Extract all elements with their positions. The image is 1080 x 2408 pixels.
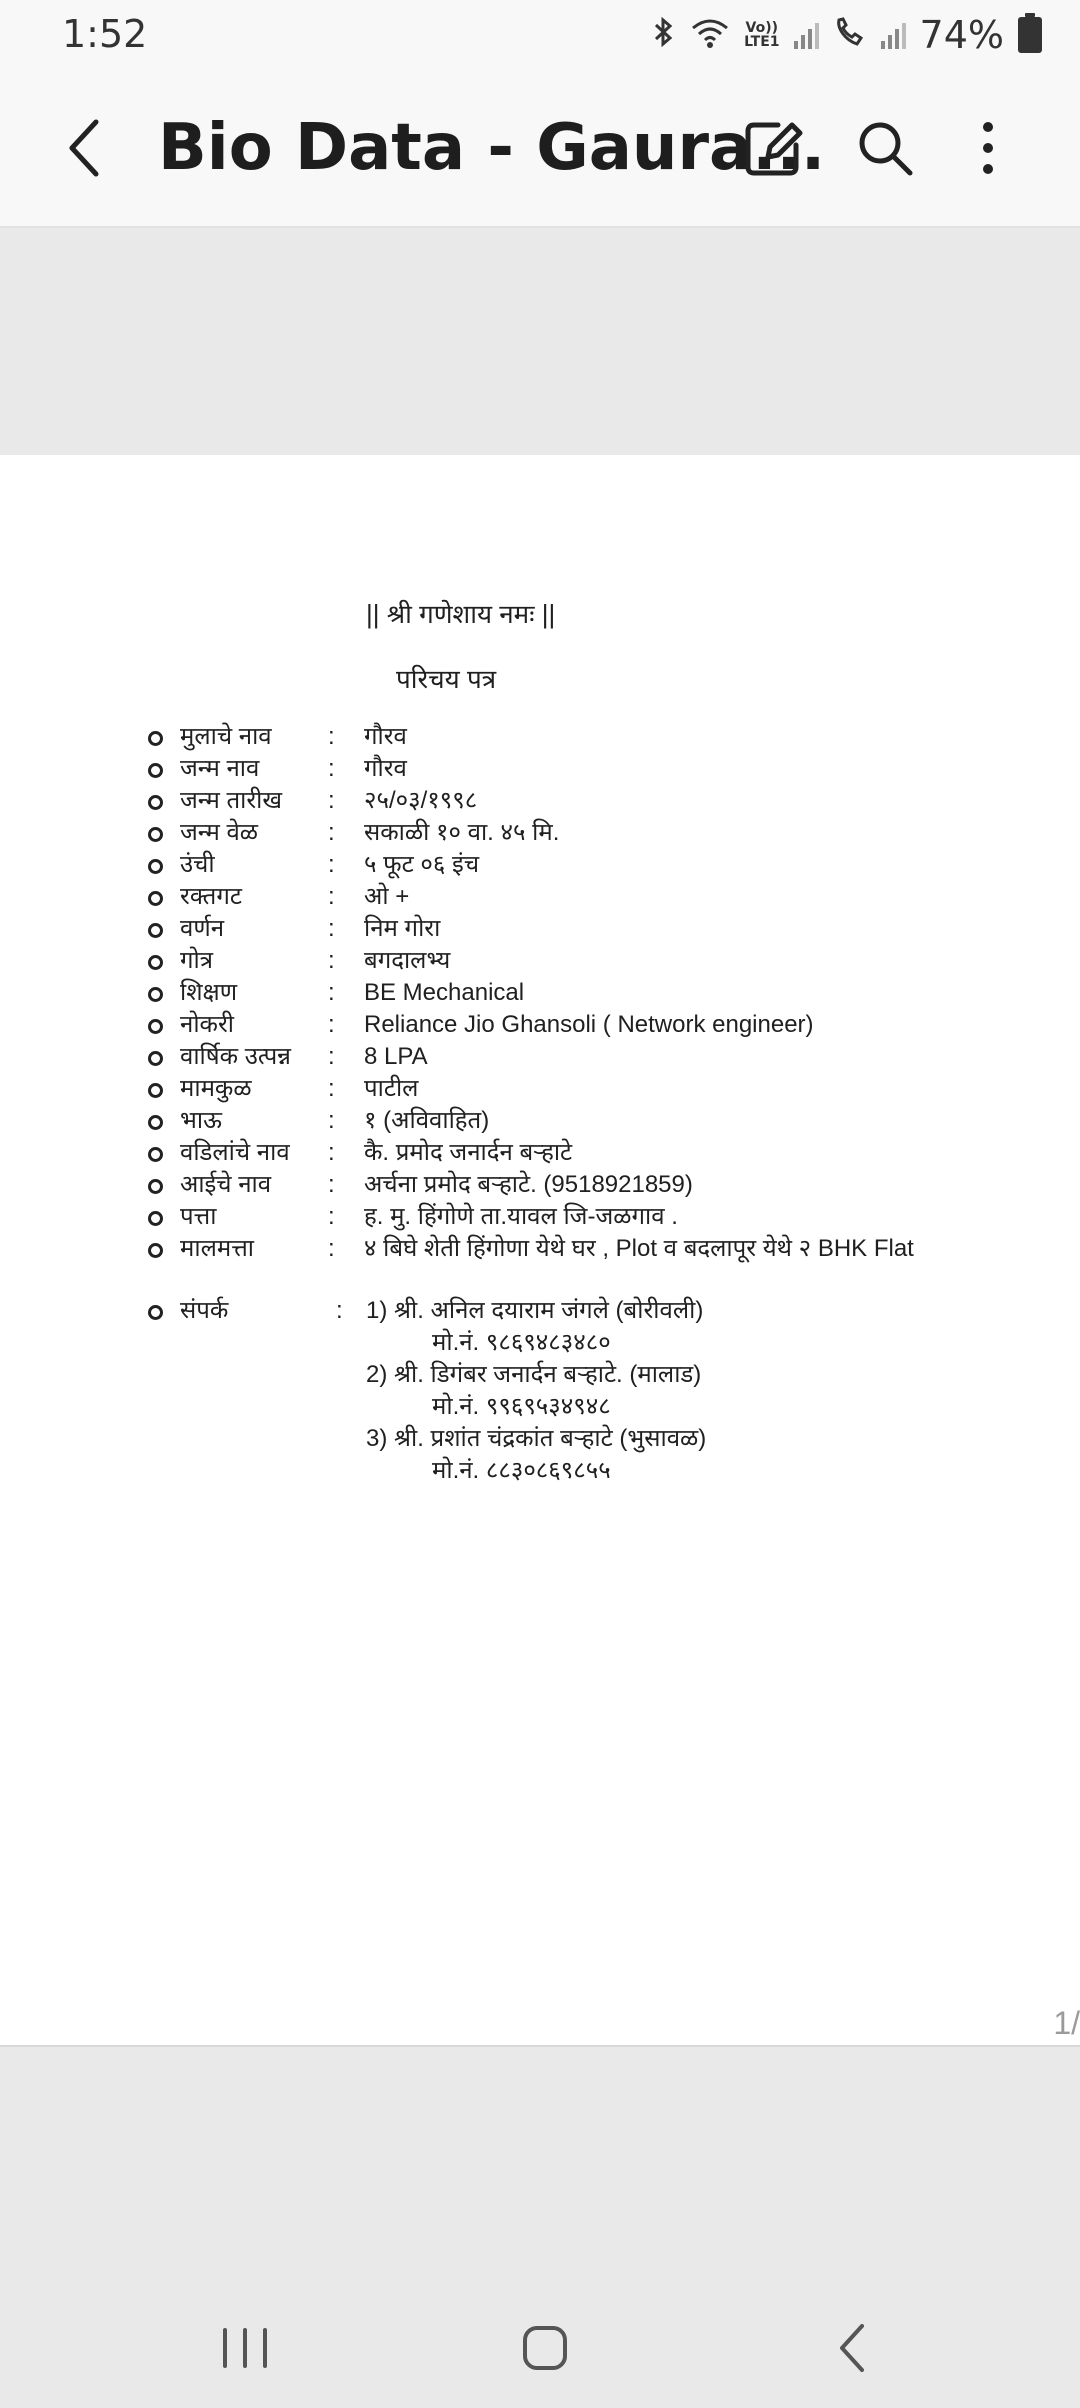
status-time: 1:52 bbox=[62, 12, 148, 56]
field-value: निम गोरा bbox=[364, 915, 441, 942]
battery-icon bbox=[1018, 17, 1042, 53]
document-page[interactable] bbox=[0, 455, 1080, 2047]
field-label: जन्म तारीख bbox=[180, 787, 283, 814]
field-value: १ (अविवाहित) bbox=[364, 1107, 490, 1134]
home-icon bbox=[510, 2318, 580, 2378]
field-colon: : bbox=[328, 1171, 335, 1198]
document-title: Bio Data - Gaura... bbox=[158, 111, 826, 185]
field-value: पाटील bbox=[364, 1075, 419, 1102]
network-type-label: Vo)) LTE1 bbox=[744, 20, 780, 50]
field-value: गौरव bbox=[364, 723, 407, 750]
field-value: सकाळी १० वा. ४५ मि. bbox=[364, 819, 560, 846]
search-icon bbox=[852, 115, 918, 181]
contact-name: 1) श्री. अनिल दयाराम जंगले (बोरीवली) bbox=[366, 1297, 704, 1324]
list-item bbox=[140, 1169, 1040, 1201]
system-back-button[interactable] bbox=[820, 2318, 890, 2378]
bullet-icon bbox=[148, 1019, 163, 1034]
contact-name: 3) श्री. प्रशांत चंद्रकांत बऱ्हाटे (भुसावळ) bbox=[366, 1425, 707, 1452]
field-colon: : bbox=[328, 1011, 335, 1038]
field-value: २५/०३/१९९८ bbox=[364, 787, 478, 814]
field-value: ५ फूट ०६ इंच bbox=[364, 851, 480, 878]
field-value: 8 LPA bbox=[364, 1043, 428, 1070]
list-item bbox=[140, 913, 1040, 945]
bullet-icon bbox=[148, 1211, 163, 1226]
field-label: जन्म नाव bbox=[180, 755, 260, 782]
bullet-icon bbox=[148, 763, 163, 778]
recents-button[interactable] bbox=[210, 2318, 280, 2378]
signal-icon-2 bbox=[881, 21, 906, 49]
field-value: बगदालभ्य bbox=[364, 947, 451, 974]
bullet-icon bbox=[148, 1243, 163, 1258]
call-signal-icon bbox=[833, 16, 867, 54]
document-heading: परिचय पत्र bbox=[396, 664, 497, 694]
list-item bbox=[140, 721, 1040, 753]
list-item bbox=[140, 1073, 1040, 1105]
field-colon: : bbox=[328, 1203, 335, 1230]
field-label: रक्तगट bbox=[180, 883, 242, 910]
field-colon: : bbox=[328, 979, 335, 1006]
field-colon: : bbox=[328, 1139, 335, 1166]
bullet-icon bbox=[148, 795, 163, 810]
list-item bbox=[140, 1105, 1040, 1137]
more-vert-icon bbox=[955, 115, 1021, 181]
bluetooth-icon bbox=[652, 16, 676, 54]
back-nav-icon bbox=[820, 2318, 890, 2378]
bullet-icon bbox=[148, 1147, 163, 1162]
contact-phone: मो.नं. ९९६९५३४९४८ bbox=[432, 1393, 611, 1420]
page-indicator: 1/ bbox=[1053, 2005, 1080, 2041]
status-icons bbox=[652, 10, 1042, 60]
battery-percent: 74% bbox=[919, 13, 1004, 57]
field-value: ओ + bbox=[364, 883, 410, 910]
field-colon: : bbox=[328, 1043, 335, 1070]
field-colon: : bbox=[328, 1075, 335, 1102]
list-item bbox=[140, 1201, 1040, 1233]
field-colon: : bbox=[328, 819, 335, 846]
field-colon: : bbox=[328, 787, 335, 814]
list-item bbox=[140, 785, 1040, 817]
status-bar bbox=[0, 0, 1080, 70]
field-colon: : bbox=[328, 723, 335, 750]
contact-phone: मो.नं. ९८६९४८३४८० bbox=[432, 1329, 611, 1356]
list-item bbox=[140, 1233, 1040, 1265]
navigation-bar bbox=[0, 2290, 1080, 2408]
list-item bbox=[140, 977, 1040, 1009]
field-value: ह. मु. हिंगोणे ता.यावल जि-जळगाव . bbox=[364, 1203, 678, 1230]
contact-phone: मो.नं. ८८३०८६९८५५ bbox=[432, 1457, 611, 1484]
field-colon: : bbox=[328, 1107, 335, 1134]
app-bar bbox=[0, 70, 1080, 228]
contact-list bbox=[366, 1295, 706, 1487]
search-button[interactable] bbox=[852, 115, 918, 181]
biodata-field-list bbox=[140, 721, 1040, 1265]
field-label: शिक्षण bbox=[180, 979, 238, 1006]
edit-icon bbox=[740, 115, 806, 181]
field-label: उंची bbox=[180, 851, 215, 878]
wifi-icon bbox=[690, 16, 730, 54]
bullet-icon bbox=[148, 987, 163, 1002]
list-item bbox=[140, 1137, 1040, 1169]
field-label: जन्म वेळ bbox=[180, 819, 259, 846]
list-item bbox=[140, 849, 1040, 881]
back-button[interactable] bbox=[60, 118, 120, 178]
bullet-icon bbox=[148, 1083, 163, 1098]
field-label: मालमत्ता bbox=[180, 1235, 254, 1262]
bullet-icon bbox=[148, 923, 163, 938]
list-item bbox=[140, 1009, 1040, 1041]
field-colon: : bbox=[328, 947, 335, 974]
field-value: गौरव bbox=[364, 755, 407, 782]
bullet-icon bbox=[148, 955, 163, 970]
field-value: Reliance Jio Ghansoli ( Network engineer) bbox=[364, 1011, 814, 1038]
signal-icon bbox=[794, 21, 819, 49]
field-label: आईचे नाव bbox=[180, 1171, 272, 1198]
field-label: मुलाचे नाव bbox=[180, 723, 272, 750]
field-label: वार्षिक उत्पन्न bbox=[180, 1043, 291, 1070]
bullet-icon bbox=[148, 891, 163, 906]
recents-icon bbox=[210, 2318, 280, 2378]
edit-button[interactable] bbox=[740, 115, 806, 181]
field-colon: : bbox=[328, 851, 335, 878]
field-label: वर्णन bbox=[180, 915, 225, 942]
field-value: अर्चना प्रमोद बऱ्हाटे. (9518921859) bbox=[364, 1171, 693, 1198]
contact-name: 2) श्री. डिगंबर जनार्दन बऱ्हाटे. (मालाड) bbox=[366, 1361, 702, 1388]
bullet-icon bbox=[148, 1179, 163, 1194]
field-colon: : bbox=[336, 1297, 343, 1324]
list-item bbox=[140, 881, 1040, 913]
field-value: BE Mechanical bbox=[364, 979, 525, 1006]
home-button[interactable] bbox=[510, 2318, 580, 2378]
list-item bbox=[140, 817, 1040, 849]
field-label: वडिलांचे नाव bbox=[180, 1139, 290, 1166]
field-value: ४ बिघे शेती हिंगोणा येथे घर , Plot व बदलापूर येथे २ BHK Flat bbox=[364, 1235, 914, 1262]
bullet-icon bbox=[148, 827, 163, 842]
list-item bbox=[140, 1041, 1040, 1073]
back-icon bbox=[60, 118, 120, 178]
document-invocation: || श्री गणेशाय नमः || bbox=[366, 599, 556, 629]
bullet-icon bbox=[148, 1305, 163, 1320]
field-label: मामकुळ bbox=[180, 1075, 252, 1102]
contact-label: संपर्क bbox=[180, 1297, 229, 1324]
more-options-button[interactable] bbox=[955, 115, 1021, 181]
list-item bbox=[140, 753, 1040, 785]
bullet-icon bbox=[148, 1051, 163, 1066]
field-colon: : bbox=[328, 1235, 335, 1262]
field-label: गोत्र bbox=[180, 947, 213, 974]
field-label: भाऊ bbox=[180, 1107, 222, 1134]
bullet-icon bbox=[148, 731, 163, 746]
bullet-icon bbox=[148, 1115, 163, 1130]
field-value: कै. प्रमोद जनार्दन बऱ्हाटे bbox=[364, 1139, 573, 1166]
field-colon: : bbox=[328, 755, 335, 782]
list-item bbox=[140, 945, 1040, 977]
field-colon: : bbox=[328, 883, 335, 910]
bullet-icon bbox=[148, 859, 163, 874]
field-label: नोकरी bbox=[180, 1011, 234, 1038]
field-label: पत्ता bbox=[180, 1203, 217, 1230]
field-colon: : bbox=[328, 915, 335, 942]
